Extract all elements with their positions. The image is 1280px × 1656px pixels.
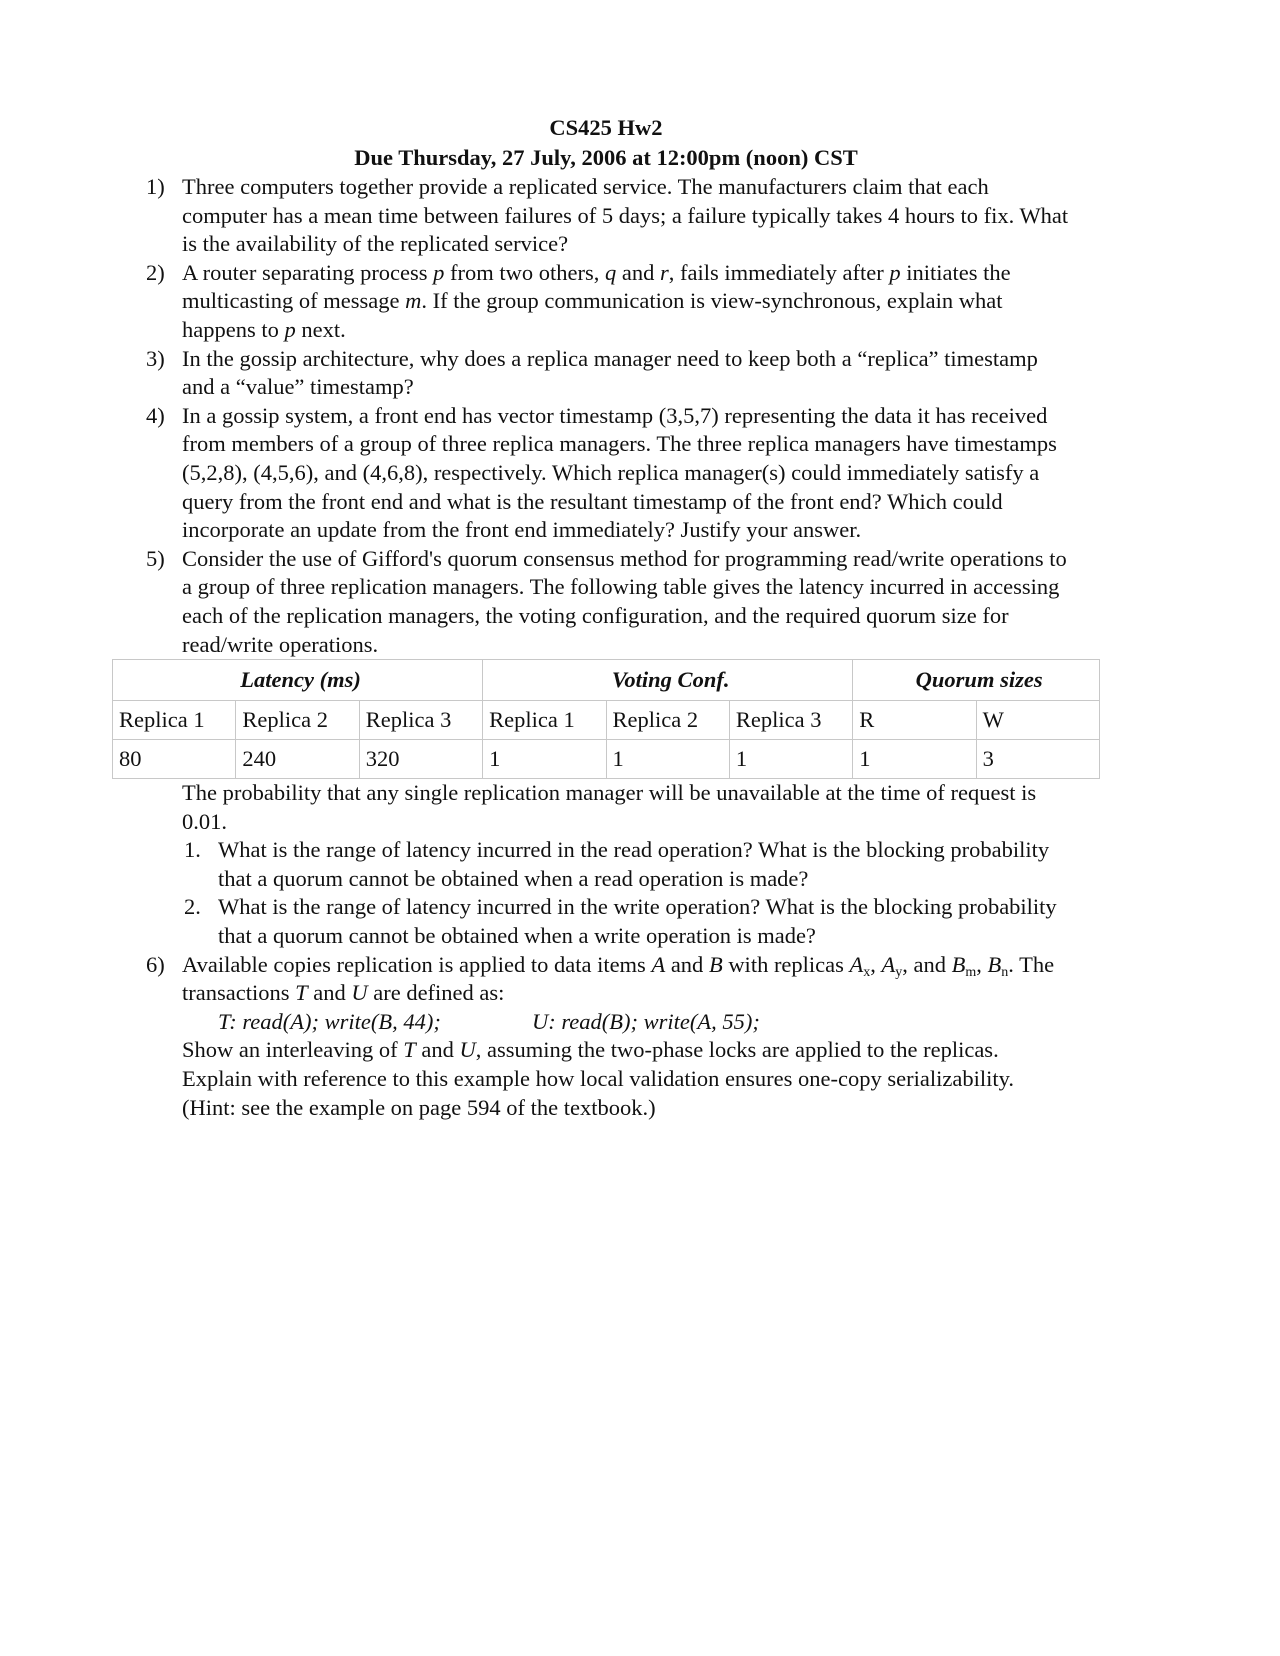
italic-symbol: B	[987, 951, 1002, 977]
text-segment: is the availability of the replicated service?	[182, 231, 569, 257]
italic-symbol: T	[295, 980, 308, 1006]
text-segment: Consider the use of Gifford's quorum consensus method for programming read/write operations to	[182, 545, 1067, 571]
italic-symbol: p	[889, 259, 901, 285]
text-segment: , fails immediately after	[668, 259, 890, 285]
table-cell: 240	[236, 740, 359, 779]
subquestion-2	[0, 893, 1280, 950]
subscript: x	[863, 964, 871, 980]
text-segment: . If the group communication is view-synchronous, explain what	[421, 288, 1003, 314]
text-segment: . The	[1008, 951, 1055, 977]
subquestion-1	[0, 836, 1280, 893]
text-segment: In the gossip architecture, why does a replica manager need to keep both a “replica” timestamp	[182, 345, 1038, 371]
text-line	[182, 373, 1280, 402]
table-group-header-row	[113, 660, 1100, 701]
italic-symbol: A	[881, 951, 896, 977]
text-segment: In a gossip system, a front end has vector timestamp (3,5,7) representing the data it has received	[182, 402, 1048, 428]
text-segment: ,	[976, 951, 988, 977]
text-segment: Three computers together provide a replicated service. The manufacturers claim that each	[182, 174, 989, 199]
text-line	[182, 573, 1280, 602]
due-date: Due Thursday, 27 July, 2006 at 12:00pm (noon) CST	[354, 145, 858, 170]
italic-symbol: p	[284, 316, 296, 342]
text-line	[182, 808, 1280, 837]
table-cell: 1	[729, 740, 852, 779]
column-header: Replica 3	[359, 701, 482, 740]
question-number: 6)	[146, 951, 165, 977]
subscript: n	[1001, 964, 1009, 980]
text-segment: , assuming the two-phase locks are applied to the replicas.	[475, 1037, 999, 1063]
text-segment: 0.01.	[182, 808, 227, 834]
text-segment: A router separating process	[182, 259, 434, 285]
text-line	[182, 1094, 1280, 1123]
text-line	[218, 836, 1280, 865]
text-line	[182, 316, 1280, 345]
text-line	[182, 173, 1280, 202]
subscript: m	[965, 964, 977, 980]
table-column-header-row	[113, 701, 1100, 740]
text-segment: transactions	[182, 980, 296, 1006]
question-1	[0, 173, 1280, 259]
quorum-table	[112, 659, 1100, 779]
group-header-quorum: Quorum sizes	[853, 660, 1100, 701]
table-cell: 1	[853, 740, 976, 779]
text-line	[218, 893, 1280, 922]
text-line	[182, 979, 1280, 1008]
italic-symbol: q	[605, 259, 617, 285]
text-segment: happens to	[182, 316, 285, 342]
column-header: Replica 3	[729, 701, 852, 740]
italic-symbol: r	[660, 259, 669, 285]
text-line	[182, 1036, 1280, 1065]
text-line	[218, 865, 1280, 894]
text-segment: from two others,	[444, 259, 606, 285]
text-segment: initiates the	[900, 259, 1011, 285]
group-header-latency: Latency (ms)	[113, 660, 483, 701]
table-cell: 1	[606, 740, 729, 779]
text-segment: a group of three replication managers. The following table gives the latency incurred in accessing	[182, 574, 1060, 600]
question-5-continued	[0, 779, 1280, 836]
text-segment: that a quorum cannot be obtained when a write operation is made?	[218, 923, 816, 949]
table-cell: 3	[976, 740, 1099, 779]
text-segment: and	[665, 951, 709, 977]
question-5-subquestions	[0, 836, 1280, 950]
text-segment: and a “value” timestamp?	[182, 374, 414, 400]
italic-symbol: A	[849, 951, 864, 977]
italic-symbol: A	[651, 951, 666, 977]
text-segment: incorporate an update from the front end immediately? Justify your answer.	[182, 517, 862, 543]
question-number: 1)	[146, 174, 165, 199]
text-line	[182, 345, 1280, 374]
column-header: Replica 2	[606, 701, 729, 740]
group-header-voting: Voting Conf.	[483, 660, 853, 701]
table-cell: 1	[483, 740, 606, 779]
table-row	[113, 740, 1100, 779]
italic-symbol: m	[405, 288, 422, 314]
homework-document	[0, 113, 1280, 1122]
subquestion-number: 1.	[184, 837, 201, 863]
text-segment: What is the range of latency incurred in the write operation? What is the blocking probability	[218, 894, 1057, 920]
column-header: Replica 1	[113, 701, 236, 740]
text-line	[182, 259, 1280, 288]
text-segment: next.	[295, 316, 346, 342]
question-number: 4)	[146, 402, 165, 428]
text-line	[182, 402, 1280, 431]
question-number: 3)	[146, 345, 165, 371]
text-segment: Show an interleaving of	[182, 1037, 404, 1063]
question-3	[0, 345, 1280, 402]
transaction-definitions	[0, 1008, 1280, 1037]
text-segment: each of the replication managers, the voting configuration, and the required quorum size for	[182, 602, 1009, 628]
text-segment: ,	[870, 951, 882, 977]
text-line	[218, 922, 1280, 951]
text-segment: read/write operations.	[182, 631, 379, 657]
text-segment: and	[415, 1037, 460, 1063]
text-segment: and	[307, 980, 352, 1006]
text-line	[182, 459, 1280, 488]
text-segment: Available copies replication is applied to data items	[182, 951, 652, 977]
text-line	[182, 631, 1280, 660]
text-line	[182, 951, 1280, 980]
text-segment: with replicas	[722, 951, 850, 977]
text-segment: computer has a mean time between failures of 5 days; a failure typically takes 4 hours to fix. What	[182, 202, 1069, 228]
document-title: CS425 Hw2	[549, 115, 663, 140]
text-segment: from members of a group of three replica managers. The three replica managers have timestamps	[182, 431, 1057, 457]
table-cell: 320	[359, 740, 482, 779]
text-segment: multicasting of message	[182, 288, 406, 314]
text-line	[182, 545, 1280, 574]
italic-symbol: U	[459, 1037, 476, 1063]
subscript: y	[895, 964, 903, 980]
text-line	[182, 287, 1280, 316]
text-line	[182, 230, 1280, 259]
question-number: 2)	[146, 259, 165, 285]
italic-symbol: p	[433, 259, 445, 285]
text-segment: are defined as:	[367, 980, 505, 1006]
transaction-t: T: read(A); write(B, 44);	[218, 1008, 441, 1034]
italic-symbol: U	[351, 980, 368, 1006]
italic-symbol: B	[951, 951, 966, 977]
question-4	[0, 402, 1280, 545]
transaction-u: U: read(B); write(A, 55);	[532, 1008, 760, 1034]
text-segment: and	[616, 259, 661, 285]
italic-symbol: T	[403, 1037, 416, 1063]
text-line	[182, 488, 1280, 517]
text-segment: The probability that any single replication manager will be unavailable at the time of request is	[182, 780, 1037, 806]
text-segment: Explain with reference to this example how local validation ensures one-copy serializability.	[182, 1066, 1015, 1092]
italic-symbol: B	[708, 951, 723, 977]
question-6	[0, 951, 1280, 1123]
question-5	[0, 545, 1280, 659]
column-header: W	[976, 701, 1099, 740]
column-header: Replica 1	[483, 701, 606, 740]
question-2	[0, 259, 1280, 345]
text-line	[182, 602, 1280, 631]
text-segment: (Hint: see the example on page 594 of the textbook.)	[182, 1094, 656, 1120]
question-number: 5)	[146, 545, 165, 571]
text-line	[182, 779, 1280, 808]
column-header: Replica 2	[236, 701, 359, 740]
subquestion-number: 2.	[184, 894, 201, 920]
column-header: R	[853, 701, 976, 740]
text-line	[182, 202, 1280, 231]
text-line	[182, 430, 1280, 459]
text-segment: that a quorum cannot be obtained when a read operation is made?	[218, 865, 809, 891]
text-segment: , and	[902, 951, 952, 977]
text-segment: What is the range of latency incurred in the read operation? What is the blocking probability	[218, 837, 1050, 863]
questions-list	[0, 173, 1280, 659]
table-cell: 80	[113, 740, 236, 779]
text-line	[182, 1065, 1280, 1094]
text-segment: (5,2,8), (4,5,6), and (4,6,8), respectively. Which replica manager(s) could immediately satisfy a	[182, 459, 1040, 485]
text-line	[182, 516, 1280, 545]
text-segment: query from the front end and what is the resultant timestamp of the front end? Which could	[182, 488, 1003, 514]
